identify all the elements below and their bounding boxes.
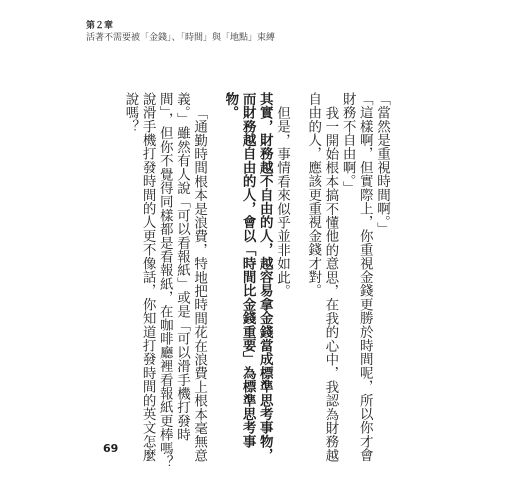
running-header bbox=[86, 20, 275, 44]
vertical-body-text bbox=[107, 92, 390, 472]
bold-paragraph: 其實，財務越不自由的人，越容易拿金錢當成標準思考事物，而財務越自由的人，會以「時間比金錢重要」為標準思考事物。 bbox=[222, 92, 273, 462]
chapter-subtitle: 活著不需要被「金錢」、「時間」與「地點」束縛 bbox=[86, 33, 276, 43]
chapter-label: 第２章 bbox=[86, 21, 114, 31]
paragraph: 但是，事情看來似乎並非如此。 bbox=[273, 105, 290, 298]
page-number: 69 bbox=[103, 442, 119, 455]
paragraph: 「這樣啊，但實際上，你重視金錢更勝於時間呢，所以你才會財務不自由啊。」 bbox=[339, 92, 373, 462]
paragraph: 我一開始根本搞不懂他的意思，在我的心中，我認為財務越自由的人，應該更重視金錢才對。 bbox=[305, 92, 339, 462]
paragraph: 「當然是重視時間啊。」 bbox=[374, 92, 390, 236]
paragraph: 「通勤時間根本是浪費，特地把時間花在浪費上根本毫無意義。」雖然有人說「可以看報紙」或是「可以滑手機打發時間」，但你不覺得同樣都是看報紙，在咖啡廳裡看報紙更棒嗎？說滑手機打發時間的人更不像話，你知道打發時間的英文怎麼說嗎？ bbox=[122, 92, 208, 469]
